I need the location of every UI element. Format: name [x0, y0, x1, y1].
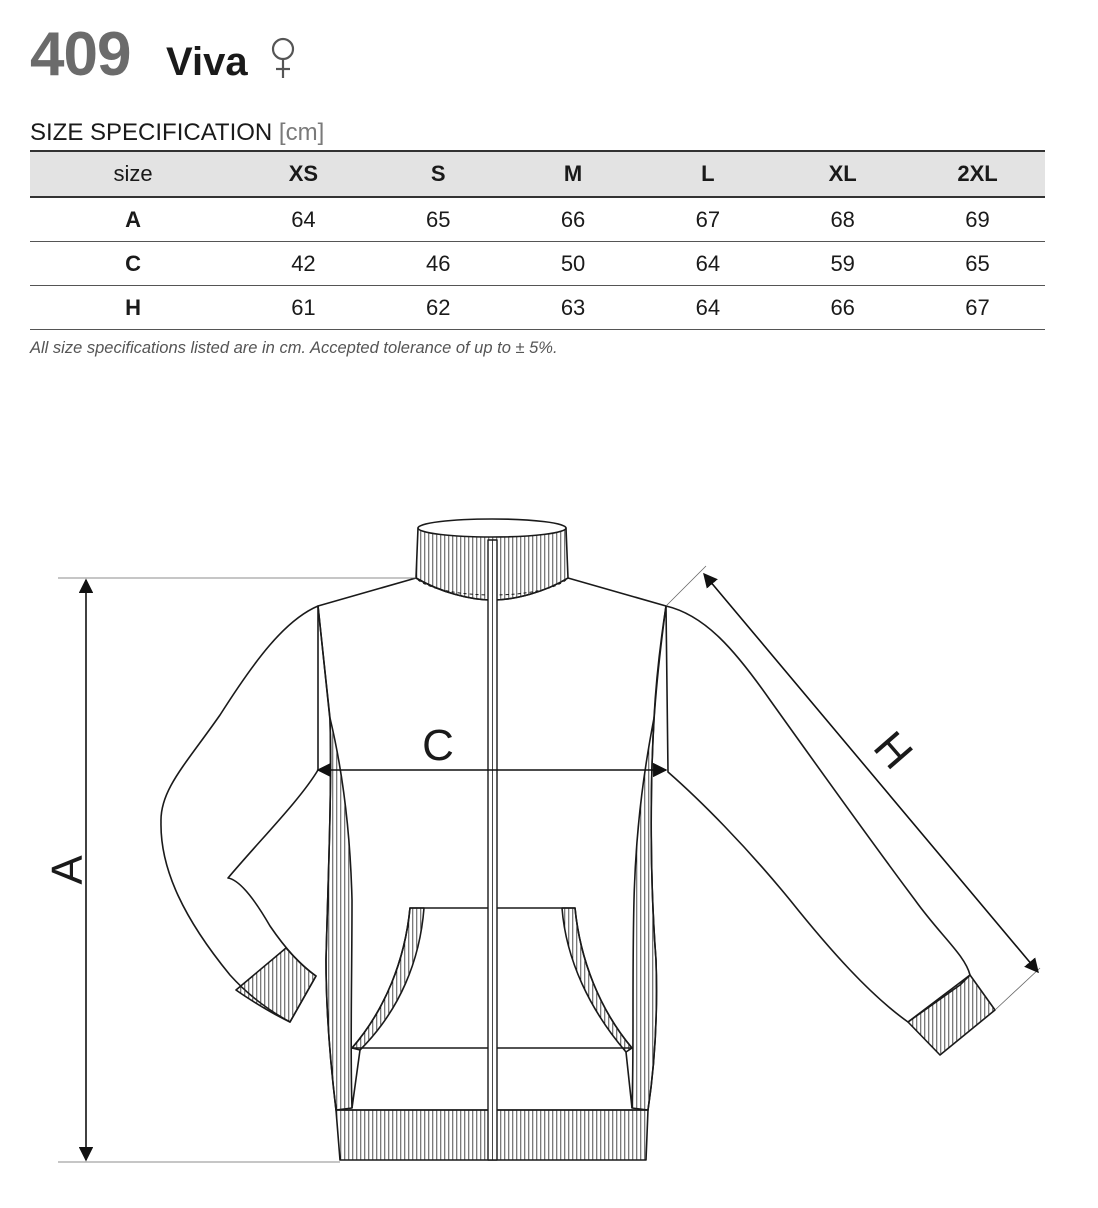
table-cell: 46 [371, 242, 506, 286]
table-cell: 63 [506, 286, 641, 330]
garment-diagram [0, 500, 1098, 1208]
table-cell: 67 [910, 286, 1045, 330]
row-label: A [30, 197, 236, 242]
table-cell: 61 [236, 286, 371, 330]
spec-unit: [cm] [278, 119, 325, 146]
size-header: 2XL [910, 151, 1045, 197]
table-cell: 42 [236, 242, 371, 286]
row-label: H [30, 286, 236, 330]
table-cell: 68 [775, 197, 910, 242]
tolerance-note: All size specifications listed are in cm. Accepted tolerance of up to ± 5%. [30, 339, 558, 357]
table-cell: 66 [506, 197, 641, 242]
female-symbol-icon [268, 36, 298, 80]
model-name: Viva [166, 40, 248, 84]
table-cell: 66 [775, 286, 910, 330]
table-cell: 65 [910, 242, 1045, 286]
table-cell: 64 [640, 286, 775, 330]
table-cell: 64 [236, 197, 371, 242]
table-cell: 69 [910, 197, 1045, 242]
spec-heading [30, 118, 324, 148]
row-label: C [30, 242, 236, 286]
table-cell: 65 [371, 197, 506, 242]
size-header: S [371, 151, 506, 197]
table-cell: 67 [640, 197, 775, 242]
zip-jacket-icon [161, 519, 995, 1160]
table-corner-label: size [30, 151, 236, 197]
table-header-row [30, 151, 1045, 197]
size-header: XS [236, 151, 371, 197]
table-row [30, 242, 1045, 286]
size-header: L [640, 151, 775, 197]
table-cell: 50 [506, 242, 641, 286]
table-row [30, 197, 1045, 242]
dimension-a-label: A [43, 855, 92, 885]
table-row [30, 286, 1045, 330]
table-cell: 59 [775, 242, 910, 286]
model-number: 409 [30, 20, 131, 89]
table-cell: 64 [640, 242, 775, 286]
dimension-c-label: C [422, 721, 454, 770]
size-header: XL [775, 151, 910, 197]
dimension-h-label: H [864, 722, 922, 779]
size-header: M [506, 151, 641, 197]
spec-title: SIZE SPECIFICATION [30, 119, 273, 146]
right-sleeve [666, 606, 970, 1022]
size-table [30, 150, 1045, 330]
table-cell: 62 [371, 286, 506, 330]
